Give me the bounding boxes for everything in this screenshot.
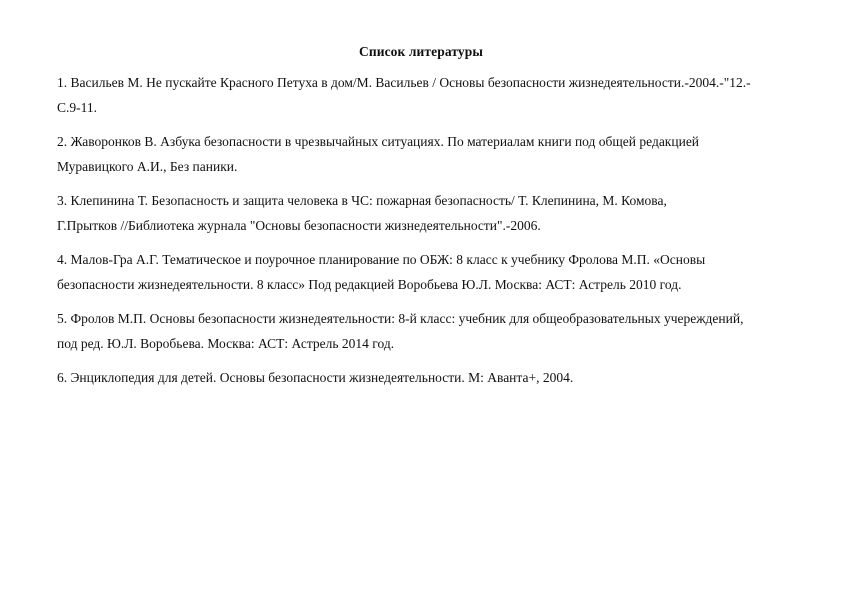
reference-line: 1. Васильев М. Не пускайте Красного Петуха в дом/М. Васильев / Основы безопасности жизнедеятельности.-2004.-"12.- — [57, 75, 751, 90]
reference-line: 5. Фролов М.П. Основы безопасности жизнедеятельности: 8-й класс: учебник для общеобразовательных учереждений, — [57, 311, 744, 326]
page-title: Список литературы — [358, 44, 484, 59]
reference-line: 3. Клепинина Т. Безопасность и защита человека в ЧС: пожарная безопасность/ Т. Клепинина, М. Комова, — [57, 193, 667, 208]
reference-line: С.9-11. — [57, 100, 97, 115]
reference-line: Г.Прытков //Библиотека журнала "Основы безопасности жизнедеятельности".-2006. — [57, 218, 541, 233]
reference-item-5 — [57, 306, 797, 356]
reference-item-4 — [57, 247, 797, 297]
reference-line: 6. Энциклопедия для детей. Основы безопасности жизнедеятельности. М: Аванта+, 2004. — [57, 370, 574, 385]
reference-item-6 — [57, 365, 797, 390]
reference-line: Муравицкого А.И., Без паники. — [57, 159, 238, 174]
reference-item-3 — [57, 188, 797, 238]
reference-item-2 — [57, 129, 797, 179]
reference-line: 4. Малов-Гра А.Г. Тематическое и поурочное планирование по ОБЖ: 8 класс к учебнику Фролова М.П. «Основы — [57, 252, 706, 267]
reference-line: 2. Жаворонков В. Азбука безопасности в чрезвычайных ситуациях. По материалам книги под общей редакцией — [57, 134, 700, 149]
reference-line: под ред. Ю.Л. Воробьева. Москва: АСТ: Астрель 2014 год. — [57, 336, 395, 351]
reference-item-1 — [57, 70, 797, 120]
reference-line: безопасности жизнедеятельности. 8 класс» Под редакцией Воробьева Ю.Л. Москва: АСТ: Астрель 2010 год. — [57, 277, 682, 292]
reference-list — [57, 70, 797, 399]
